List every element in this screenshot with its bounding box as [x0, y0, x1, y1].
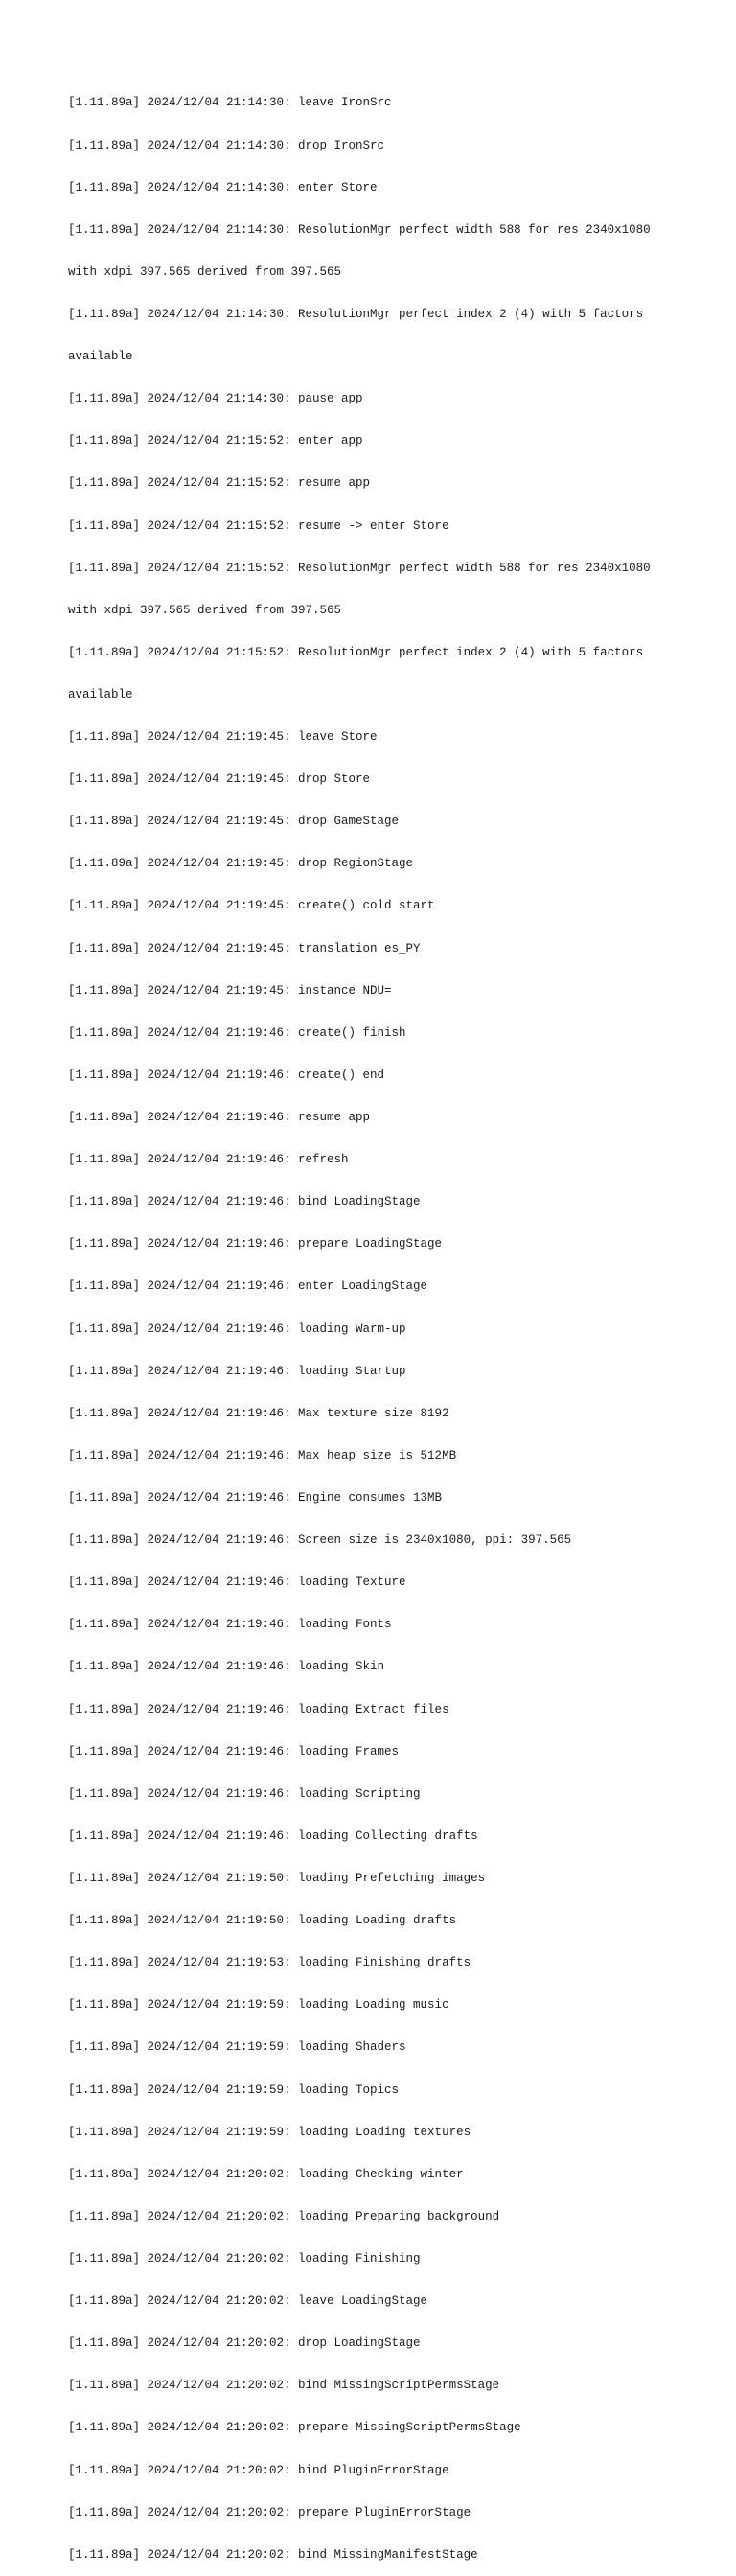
log-line: [1.11.89a] 2024/12/04 21:19:59: loading Loading textures: [68, 2125, 472, 2139]
log-line: [1.11.89a] 2024/12/04 21:19:46: loading Fonts: [68, 1618, 392, 1632]
log-line: [1.11.89a] 2024/12/04 21:19:59: loading Shaders: [68, 2040, 406, 2055]
log-line: [1.11.89a] 2024/12/04 21:19:46: loading Texture: [68, 1576, 406, 1590]
log-line: [1.11.89a] 2024/12/04 21:19:46: loading Scripting: [68, 1786, 421, 1801]
log-line: [1.11.89a] 2024/12/04 21:19:46: bind LoadingStage: [68, 1195, 421, 1209]
log-line: [1.11.89a] 2024/12/04 21:19:50: loading Prefetching images: [68, 1872, 486, 1885]
log-line: [1.11.89a] 2024/12/04 21:19:46: refresh: [68, 1153, 349, 1167]
log-line: [1.11.89a] 2024/12/04 21:20:02: drop LoadingStage: [68, 2336, 421, 2351]
log-line: available: [68, 350, 133, 364]
log-line: [1.11.89a] 2024/12/04 21:14:30: leave IronSrc: [68, 96, 392, 110]
log-line: [1.11.89a] 2024/12/04 21:19:45: translation es_PY: [68, 941, 421, 955]
log-line: [1.11.89a] 2024/12/04 21:19:46: Screen size is 2340x1080, ppi: 397.565: [68, 1533, 572, 1548]
log-line: [1.11.89a] 2024/12/04 21:19:45: drop Store: [68, 772, 371, 787]
log-line: [1.11.89a] 2024/12/04 21:19:45: instance NDU=: [68, 983, 392, 998]
log-line: [1.11.89a] 2024/12/04 21:19:53: loading Finishing drafts: [68, 1956, 472, 1970]
log-line: [1.11.89a] 2024/12/04 21:19:46: loading Collecting drafts: [68, 1828, 478, 1843]
log-document: [68, 68, 691, 2576]
log-line: [1.11.89a] 2024/12/04 21:19:59: loading Loading music: [68, 1998, 449, 2012]
log-line: [1.11.89a] 2024/12/04 21:20:02: bind MissingScriptPermsStage: [68, 2379, 500, 2393]
log-line: [1.11.89a] 2024/12/04 21:20:02: loading Checking winter: [68, 2167, 464, 2181]
log-line: [1.11.89a] 2024/12/04 21:15:52: ResolutionMgr perfect index 2 (4) with 5 factors: [68, 645, 644, 659]
log-line: [1.11.89a] 2024/12/04 21:19:45: leave Store: [68, 730, 378, 745]
log-line: [1.11.89a] 2024/12/04 21:19:46: loading Warm-up: [68, 1322, 406, 1336]
log-line: [1.11.89a] 2024/12/04 21:19:46: loading Frames: [68, 1744, 400, 1759]
log-line: [1.11.89a] 2024/12/04 21:19:46: Engine consumes 13MB: [68, 1491, 443, 1506]
log-line: available: [68, 687, 133, 702]
log-line: [1.11.89a] 2024/12/04 21:15:52: resume -> enter Store: [68, 518, 449, 533]
log-line: [1.11.89a] 2024/12/04 21:19:46: create() end: [68, 1068, 385, 1082]
log-line: [1.11.89a] 2024/12/04 21:19:59: loading Topics: [68, 2082, 400, 2097]
log-line: [1.11.89a] 2024/12/04 21:20:02: loading Finishing: [68, 2251, 421, 2266]
log-line: [1.11.89a] 2024/12/04 21:14:30: pause app: [68, 392, 363, 406]
log-line: [1.11.89a] 2024/12/04 21:20:02: prepare MissingScriptPermsStage: [68, 2421, 521, 2435]
log-line: [1.11.89a] 2024/12/04 21:19:46: resume app: [68, 1111, 371, 1125]
log-line: [1.11.89a] 2024/12/04 21:19:46: prepare LoadingStage: [68, 1237, 443, 1252]
log-line: [1.11.89a] 2024/12/04 21:15:52: resume app: [68, 476, 371, 491]
log-line: [1.11.89a] 2024/12/04 21:20:02: leave LoadingStage: [68, 2294, 428, 2309]
log-line: [1.11.89a] 2024/12/04 21:19:46: enter LoadingStage: [68, 1279, 428, 1294]
log-line: [1.11.89a] 2024/12/04 21:19:46: Max heap size is 512MB: [68, 1448, 457, 1462]
log-line: [1.11.89a] 2024/12/04 21:19:45: drop RegionStage: [68, 857, 414, 871]
log-line: [1.11.89a] 2024/12/04 21:14:30: drop IronSrc: [68, 138, 385, 152]
log-line: [1.11.89a] 2024/12/04 21:19:46: loading Extract files: [68, 1702, 449, 1716]
log-line: [1.11.89a] 2024/12/04 21:19:45: create() cold start: [68, 899, 435, 913]
log-line: with xdpi 397.565 derived from 397.565: [68, 264, 342, 279]
log-line: with xdpi 397.565 derived from 397.565: [68, 603, 342, 617]
log-line: [1.11.89a] 2024/12/04 21:19:46: loading Skin: [68, 1660, 385, 1674]
log-line: [1.11.89a] 2024/12/04 21:14:30: enter Store: [68, 180, 378, 195]
log-line: [1.11.89a] 2024/12/04 21:14:30: ResolutionMgr perfect width 588 for res 2340x1080: [68, 222, 651, 237]
log-line: [1.11.89a] 2024/12/04 21:15:52: enter app: [68, 434, 363, 448]
log-line: [1.11.89a] 2024/12/04 21:20:02: bind PluginErrorStage: [68, 2463, 449, 2477]
log-line: [1.11.89a] 2024/12/04 21:19:46: Max texture size 8192: [68, 1406, 449, 1420]
log-line: [1.11.89a] 2024/12/04 21:20:02: bind MissingManifestStage: [68, 2547, 478, 2562]
log-line: [1.11.89a] 2024/12/04 21:15:52: ResolutionMgr perfect width 588 for res 2340x1080: [68, 561, 651, 575]
log-line: [1.11.89a] 2024/12/04 21:14:30: ResolutionMgr perfect index 2 (4) with 5 factors: [68, 307, 644, 321]
log-line: [1.11.89a] 2024/12/04 21:19:46: loading Startup: [68, 1364, 406, 1378]
log-line: [1.11.89a] 2024/12/04 21:19:45: drop GameStage: [68, 815, 400, 829]
log-line: [1.11.89a] 2024/12/04 21:19:46: create() finish: [68, 1025, 406, 1040]
log-line: [1.11.89a] 2024/12/04 21:20:02: prepare PluginErrorStage: [68, 2505, 472, 2519]
log-line: [1.11.89a] 2024/12/04 21:20:02: loading Preparing background: [68, 2209, 500, 2223]
log-line: [1.11.89a] 2024/12/04 21:19:50: loading Loading drafts: [68, 1914, 457, 1928]
